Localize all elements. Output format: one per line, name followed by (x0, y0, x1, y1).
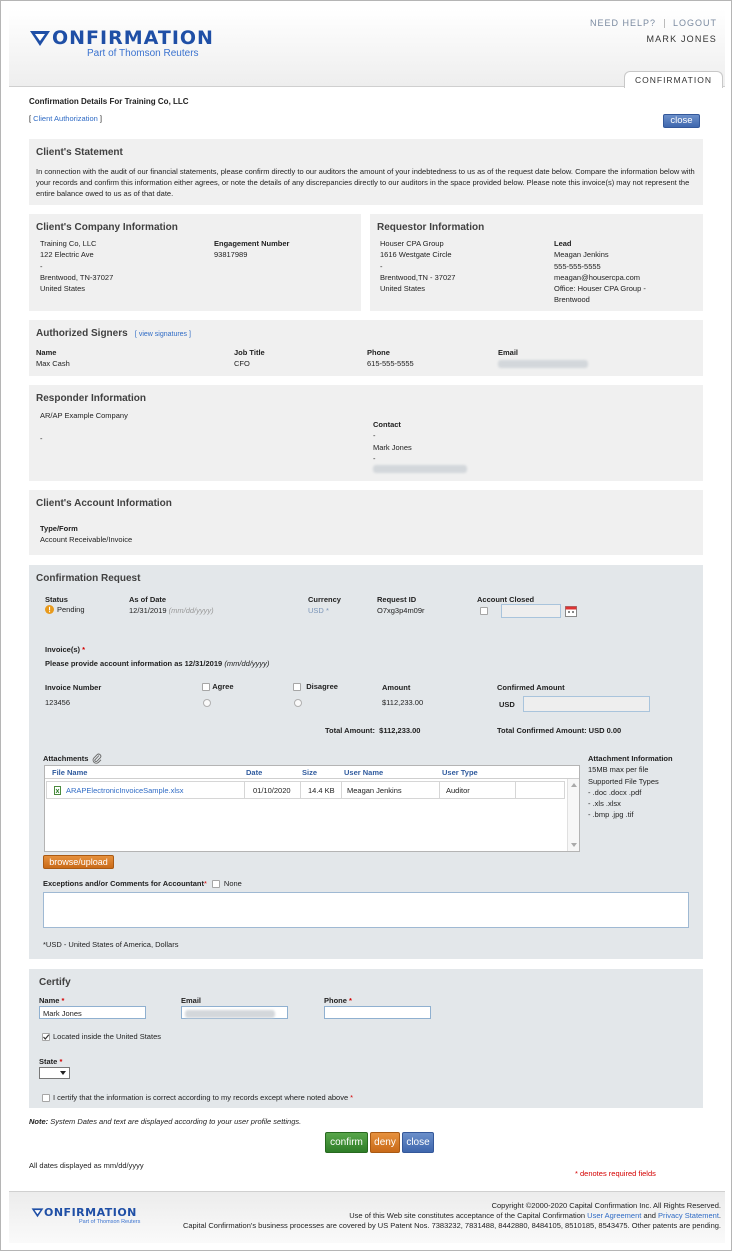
lead-line: Office: Houser CPA Group - (554, 284, 646, 294)
page-title: Confirmation Details For Training Co, LLC (29, 97, 189, 106)
logo-mark-icon (29, 29, 51, 47)
lead-email: meagan@housercpa.com (554, 272, 640, 282)
agree-label: Agree (212, 682, 234, 691)
address-line: Training Co, LLC (40, 239, 97, 248)
attachment-info-line: Supported File Types (588, 776, 659, 786)
total-amount-label: Total Amount: (325, 726, 375, 735)
certify-checkbox[interactable] (42, 1094, 50, 1102)
confirmed-amount-header: Confirmed Amount (497, 683, 565, 692)
address-line: 122 Electric Ave (40, 250, 94, 260)
type-form-value: Account Receivable/Invoice (40, 535, 133, 544)
required-asterisk: * (82, 645, 86, 654)
none-checkbox[interactable] (212, 880, 220, 888)
none-label: None (223, 879, 242, 888)
attachment-user-type: Auditor (446, 786, 470, 795)
engagement-value: 93817989 (214, 250, 248, 260)
certify-name-label-wrap (39, 996, 64, 1005)
currency-label: Currency (308, 595, 341, 604)
certify-name-label: Name (39, 996, 60, 1005)
scroll-up-icon[interactable] (571, 783, 577, 787)
agree-header (202, 682, 234, 691)
footer (9, 1191, 725, 1243)
check-icon (42, 1033, 50, 1041)
invoices-note-wrap (45, 659, 269, 668)
logo-subtitle: Part of Thomson Reuters (87, 48, 199, 59)
logo (29, 27, 214, 59)
currency-value[interactable]: USD (308, 606, 324, 615)
paperclip-icon (92, 753, 102, 764)
link-divider (664, 19, 665, 28)
logo-text: ONFIRMATION (52, 27, 214, 49)
located-us-checkbox[interactable] (42, 1033, 50, 1041)
certify-statement: I certify that the information is correct according to my records except where noted above (53, 1093, 349, 1102)
request-id-value: O7xg3p4m09r (377, 606, 425, 615)
attachment-info-line: - .bmp .jpg .tif (588, 810, 634, 820)
required-asterisk: * (61, 996, 65, 1005)
lead-line: Meagan Jenkins (554, 250, 609, 260)
responder-title: Responder Information (36, 393, 147, 404)
confirmed-amount-input[interactable] (523, 696, 650, 712)
excel-file-icon (54, 786, 61, 795)
responder-contact (373, 419, 467, 476)
required-fields-note: * denotes required fields (575, 1169, 656, 1178)
responder-panel (29, 385, 703, 481)
as-of-value: 12/31/2019 (129, 606, 167, 615)
contact-line: Mark Jones (373, 442, 412, 452)
confirmation-request-title: Confirmation Request (36, 573, 141, 584)
dates-note: All dates displayed as mm/dd/yyyy (29, 1161, 144, 1170)
certify-phone-input[interactable] (324, 1006, 431, 1019)
calendar-icon[interactable] (565, 606, 577, 617)
col-user-type[interactable]: User Type (442, 768, 478, 777)
bracket-close: ] (187, 331, 191, 338)
column-divider (300, 782, 301, 798)
usd-footnote: *USD - United States of America, Dollars (43, 940, 179, 949)
view-signatures-link[interactable]: view signatures (138, 331, 188, 338)
note-label: Note: (29, 1117, 49, 1126)
scroll-down-icon[interactable] (571, 843, 577, 847)
address-line: - (380, 261, 383, 271)
note-text: System Dates and text are displayed according to your user profile settings. (50, 1117, 302, 1126)
footer-text (183, 1201, 721, 1231)
contact-line: - (373, 453, 376, 463)
signers-title-row (36, 328, 191, 339)
invoices-label: Invoice(s) (45, 645, 81, 654)
responder-company: AR/AP Example Company (40, 411, 128, 420)
user-agreement-link[interactable]: User Agreement (587, 1211, 642, 1220)
certify-email-redacted (185, 1010, 275, 1018)
bracket-open: [ (29, 114, 34, 123)
account-info-title: Client's Account Information (36, 498, 172, 509)
invoices-hint: (mm/dd/yyyy) (224, 659, 270, 668)
certify-email-label: Email (181, 996, 202, 1005)
attachments-scrollbar[interactable] (567, 779, 579, 851)
invoice-amount: $112,233.00 (382, 698, 424, 707)
address-line: Brentwood, TN-37027 (40, 272, 114, 282)
exceptions-comments-textarea[interactable] (43, 892, 689, 928)
tab-confirmation[interactable]: CONFIRMATION (624, 71, 723, 88)
responder-dash: - (40, 434, 43, 443)
total-confirmed-label: Total Confirmed Amount: (497, 726, 587, 735)
authorized-signers-panel (29, 320, 703, 376)
engagement-block (214, 238, 289, 261)
attachment-info-line: - .xls .xlsx (588, 799, 621, 809)
attachment-info-line: 15MB max per file (588, 765, 649, 775)
copyright: Copyright ©2000-2020 Capital Confirmation Inc. All Rights Reserved. (491, 1201, 721, 1210)
column-divider (244, 782, 245, 798)
confirmation-request-panel (29, 565, 703, 959)
signer-phone-header: Phone (367, 348, 390, 357)
attachment-info-title: Attachment Information (588, 754, 673, 763)
state-label: State (39, 1057, 58, 1066)
signer-title-header: Job Title (234, 348, 265, 357)
col-user-name[interactable]: User Name (344, 768, 384, 777)
attachment-user-name: Meagan Jenkins (347, 786, 402, 795)
confirm-button[interactable]: confirm (325, 1132, 368, 1153)
signer-email-redacted (498, 360, 588, 368)
requestor-address (380, 238, 455, 294)
need-help-link[interactable]: NEED HELP? (589, 18, 656, 28)
address-line: 1616 Westgate Circle (380, 250, 452, 260)
amount-header: Amount (382, 683, 411, 692)
invoices-note: Please provide account information as 12/31/2019 (45, 659, 223, 668)
address-line: - (40, 261, 43, 271)
signer-job-title: CFO (234, 359, 250, 368)
attachments-label: Attachments (43, 754, 89, 763)
top-links (590, 18, 717, 44)
status-value: Pending (57, 605, 85, 614)
address-line: United States (380, 284, 426, 294)
client-statement-title: Client's Statement (36, 147, 123, 158)
located-row (42, 1032, 161, 1041)
column-divider (439, 782, 440, 798)
lead-line: Brentwood (554, 295, 590, 305)
requestor-title: Requestor Information (377, 222, 485, 233)
type-form-label: Type/Form (40, 524, 78, 533)
chevron-down-icon (60, 1071, 66, 1075)
attachment-info (588, 753, 673, 821)
bracket-close: ] (97, 114, 102, 123)
required-asterisk: * (350, 1093, 354, 1102)
currency-footnote-mark: * (325, 606, 329, 615)
view-signatures-wrap (135, 331, 191, 338)
header (9, 9, 725, 87)
total-amount (325, 726, 420, 735)
disagree-label: Disagree (306, 682, 338, 691)
certify-statement-row (42, 1093, 353, 1102)
agree-all-checkbox[interactable] (202, 683, 210, 691)
attachment-size: 14.4 KB (308, 786, 335, 795)
logo-mark-icon (31, 1207, 44, 1218)
lead-label: Lead (554, 239, 572, 248)
deny-button[interactable]: deny (370, 1132, 400, 1153)
engagement-label: Engagement Number (214, 239, 290, 248)
logout-link[interactable]: LOGOUT (672, 18, 717, 28)
located-us-label: Located inside the United States (53, 1032, 161, 1041)
close-button-bottom[interactable]: close (402, 1132, 434, 1153)
currency-wrap (308, 606, 329, 615)
terms-line (183, 1211, 721, 1221)
address-line: Brentwood,TN - 37027 (380, 272, 456, 282)
lead-line: 555-555-5555 (554, 261, 601, 271)
invoice-number-header: Invoice Number (45, 683, 102, 692)
close-button-top[interactable]: close (663, 114, 700, 128)
required-asterisk: * (59, 1057, 63, 1066)
signer-name-header: Name (36, 348, 57, 357)
col-file-name[interactable]: File Name (52, 768, 88, 777)
client-company-address (40, 238, 113, 294)
footer-logo-subtitle: Part of Thomson Reuters (79, 1219, 141, 1225)
status-label: Status (45, 595, 68, 604)
terms-and: and (641, 1211, 659, 1220)
warning-icon (45, 605, 54, 614)
signers-title: Authorized Signers (36, 328, 128, 339)
table-row[interactable] (46, 781, 565, 799)
agree-radio[interactable] (203, 699, 211, 707)
user-name: MARK JONES (646, 34, 717, 45)
certify-panel (29, 969, 703, 1108)
client-statement-panel (29, 139, 703, 205)
col-size[interactable]: Size (302, 768, 318, 777)
lead-block (554, 238, 646, 306)
as-of-hint: (mm/dd/yyyy) (168, 606, 214, 615)
client-company-title: Client's Company Information (36, 222, 178, 233)
total-confirmed (497, 726, 621, 735)
certify-phone-label: Phone (324, 996, 347, 1005)
patents: Capital Confirmation's business processes are covered by US Patent Nos. 7383232, 7831488, 8442880, 8484105, 8510185, 8543475. Other patents are pending. (182, 1221, 721, 1230)
certify-title: Certify (39, 977, 71, 988)
client-auth-link-wrap (29, 114, 703, 123)
state-label-wrap (39, 1057, 62, 1066)
attachment-file-link[interactable]: ARAPElectronicInvoiceSample.xlsx (66, 786, 184, 795)
attachments-table-header (45, 766, 579, 779)
privacy-statement-link[interactable]: Privacy Statement (658, 1211, 719, 1220)
required-asterisk: * (349, 996, 352, 1005)
terms-text: Use of this Web site constitutes acceptance of the Capital Confirmation (349, 1211, 588, 1220)
invoices-label-wrap (45, 645, 85, 654)
confirmed-currency: USD (499, 700, 515, 709)
footer-logo (31, 1206, 140, 1225)
signer-name: Max Cash (36, 359, 70, 368)
account-info-panel (29, 490, 703, 555)
column-divider (341, 782, 342, 798)
attachment-info-line: - .doc .docx .pdf (588, 787, 642, 797)
account-closed-label: Account Closed (477, 595, 535, 604)
address-line: Houser CPA Group (380, 239, 444, 248)
attachments-header (43, 753, 102, 764)
attachment-date: 01/10/2020 (253, 786, 291, 795)
browse-upload-button[interactable]: browse/upload (43, 855, 114, 869)
account-closed-checkbox[interactable] (480, 607, 488, 615)
system-note (29, 1117, 301, 1126)
certify-phone-label-wrap (324, 996, 352, 1005)
total-amount-value: $112,233.00 (379, 726, 421, 735)
terms-period: . (718, 1211, 721, 1220)
content-area (29, 97, 703, 126)
signer-phone: 615-555-5555 (367, 359, 414, 368)
contact-email-redacted (373, 465, 467, 473)
exceptions-label: Exceptions and/or Comments for Accountant (43, 879, 204, 888)
invoice-number: 123456 (45, 698, 71, 707)
total-confirmed-value: USD 0.00 (588, 726, 622, 735)
requestor-panel (370, 214, 703, 311)
state-select[interactable] (39, 1067, 70, 1079)
bracket-open: [ (134, 331, 139, 338)
col-date[interactable]: Date (246, 768, 263, 777)
as-of-label: As of Date (129, 595, 167, 604)
contact-label: Contact (373, 420, 401, 429)
status-value-wrap (45, 605, 85, 614)
client-company-panel (29, 214, 361, 311)
disagree-radio[interactable] (294, 699, 302, 707)
disagree-all-checkbox[interactable] (293, 683, 301, 691)
address-line: United States (40, 284, 86, 294)
signer-email-header: Email (498, 348, 519, 357)
as-of-wrap (129, 606, 214, 615)
client-statement-text: In connection with the audit of our financial statements, please confirm directly to our auditors the amount of your indebtedness to us as of the request date below. Compare the information below with your records and confirm this information either agrees, or note the details of any discrepancies directly to our auditors in the space provided below. Please note this invoice(s) may not represent the entire balance owed to us as of that date. (36, 167, 695, 198)
column-divider (515, 782, 516, 798)
client-authorization-link[interactable]: Client Authorization (33, 114, 98, 123)
required-asterisk: * (204, 879, 207, 888)
contact-line: - (373, 431, 376, 441)
disagree-header (293, 682, 338, 691)
account-closed-date-input[interactable] (501, 604, 561, 618)
exceptions-header (43, 879, 242, 888)
attachments-table (44, 765, 580, 852)
request-id-label: Request ID (377, 595, 417, 604)
certify-name-input[interactable]: Mark Jones (39, 1006, 146, 1019)
certify-email-input[interactable] (181, 1006, 288, 1019)
footer-logo-text: ONFIRMATION (44, 1206, 137, 1219)
